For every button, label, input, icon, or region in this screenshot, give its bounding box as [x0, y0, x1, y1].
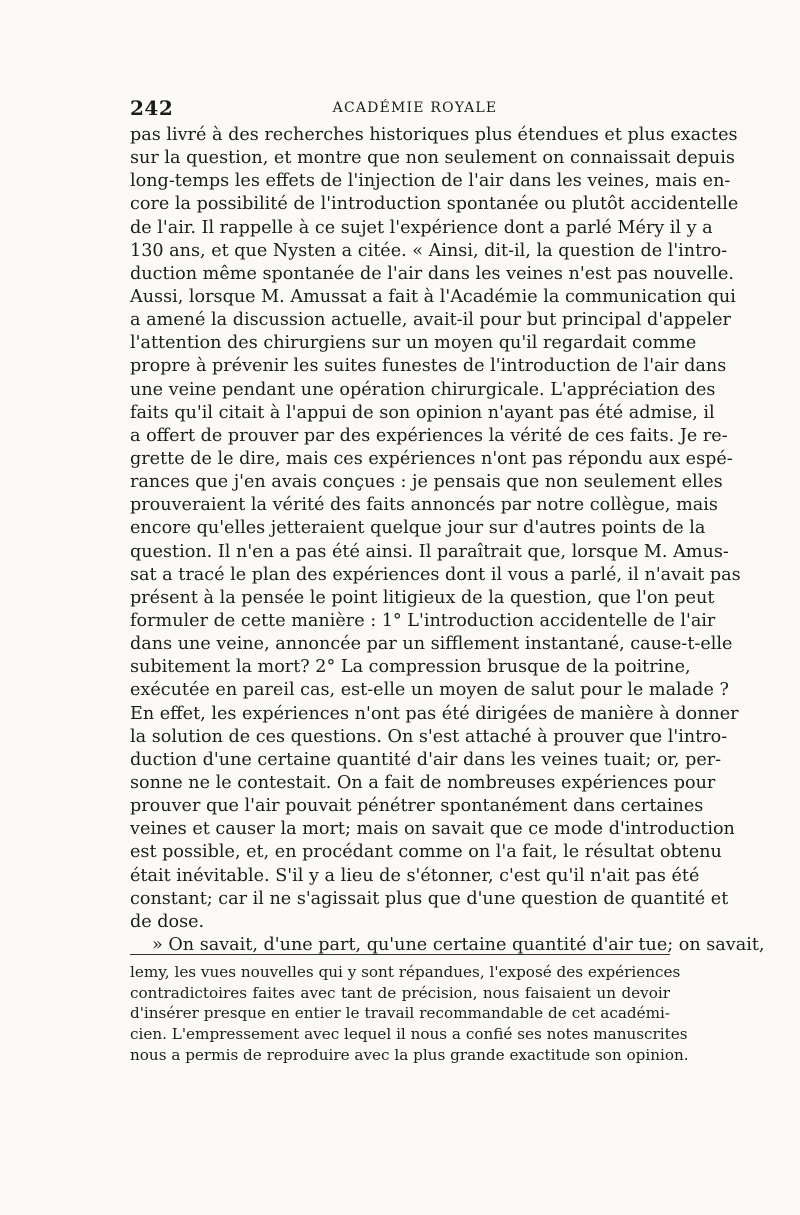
text-line: présent à la pensée le point litigieux de la question, que l'on peut: [130, 587, 715, 608]
text-line: duction d'une certaine quantité d'air dans les veines tuait; or, per-: [130, 749, 722, 770]
text-line: Aussi, lorsque M. Amussat a fait à l'Académie la communication qui: [130, 286, 736, 307]
text-line: dans une veine, annoncée par un sifflement instantané, cause-t-elle: [130, 634, 733, 655]
text-line: long-temps les effets de l'injection de l'air dans les veines, mais en-: [130, 171, 731, 192]
text-line: subitement la mort? 2° La compression brusque de la poitrine,: [130, 657, 691, 678]
text-line: propre à prévenir les suites funestes de l'introduction de l'air dans: [130, 356, 727, 377]
footnote-line: nous a permis de reproduire avec la plus grande exactitude son opinion.: [130, 1045, 689, 1064]
text-line: sonne ne le contestait. On a fait de nombreuses expériences pour: [130, 772, 716, 793]
text-line: la solution de ces questions. On s'est attaché à prouver que l'intro-: [130, 726, 728, 747]
footnote-line: d'insérer presque en entier le travail recommandable de cet académi-: [130, 1004, 670, 1023]
text-line: duction même spontanée de l'air dans les veines n'est pas nouvelle.: [130, 263, 735, 284]
footnote-divider: [130, 954, 670, 955]
text-line: question. Il n'en a pas été ainsi. Il paraîtrait que, lorsque M. Amus-: [130, 541, 729, 562]
main-text: [130, 124, 765, 957]
text-line: En effet, les expériences n'ont pas été dirigées de manière à donner: [130, 703, 739, 724]
page-header: [130, 96, 670, 124]
text-line: prouver que l'air pouvait pénétrer spontanément dans certaines: [130, 796, 704, 817]
text-line: grette de le dire, mais ces expériences n'ont pas répondu aux espé-: [130, 448, 733, 469]
footnote-line: lemy, les vues nouvelles qui y sont répandues, l'exposé des expériences: [130, 963, 681, 981]
paragraph-end-line: de dose.: [130, 911, 205, 932]
running-head: ACADÉMIE ROYALE: [332, 100, 498, 116]
text-line: exécutée en pareil cas, est-elle un moyen de salut pour le malade ?: [130, 680, 729, 701]
text-line: sur la question, et montre que non seulement on connaissait depuis: [130, 148, 735, 169]
text-line: l'attention des chirurgiens sur un moyen qu'il regardait comme: [130, 333, 697, 354]
text-line: sat a tracé le plan des expériences dont il vous a parlé, il n'avait pas: [130, 564, 741, 585]
text-line: encore qu'elles jetteraient quelque jour sur d'autres points de la: [130, 518, 706, 539]
text-line: rances que j'en avais conçues : je pensais que non seulement elles: [130, 472, 723, 493]
text-line: veines et causer la mort; mais on savait que ce mode d'introduction: [130, 819, 735, 840]
text-line: a offert de prouver par des expériences la vérité de ces faits. Je re-: [130, 425, 728, 446]
text-line: une veine pendant une opération chirurgicale. L'appréciation des: [130, 379, 716, 400]
text-line: pas livré à des recherches historiques plus étendues et plus exactes: [130, 125, 738, 145]
text-line: faits qu'il citait à l'appui de son opinion n'ayant pas été admise, il: [130, 402, 715, 423]
text-line: prouveraient la vérité des faits annoncés par notre collègue, mais: [130, 495, 718, 516]
footnote-line: cien. L'empressement avec lequel il nous a confié ses notes manuscrites: [130, 1025, 688, 1044]
text-line: a amené la discussion actuelle, avait-il pour but principal d'appeler: [130, 310, 731, 331]
text-line: formuler de cette manière : 1° L'introduction accidentelle de l'air: [130, 610, 716, 631]
text-line: est possible, et, en procédant comme on l'a fait, le résultat obtenu: [130, 842, 722, 863]
text-line: constant; car il ne s'agissait plus que d'une question de quantité et: [130, 888, 729, 909]
text-line: 130 ans, et que Nysten a citée. « Ainsi, dit-il, la question de l'intro-: [130, 240, 728, 261]
footnote: [130, 962, 689, 1065]
text-line: était inévitable. S'il y a lieu de s'étonner, c'est qu'il n'ait pas été: [130, 865, 700, 886]
paragraph-start-line: » On savait, d'une part, qu'une certaine quantité d'air tue; on savait,: [152, 934, 765, 955]
page-number: 242: [130, 96, 174, 120]
text-line: de l'air. Il rappelle à ce sujet l'expérience dont a parlé Méry il y a: [130, 217, 713, 238]
footnote-line: contradictoires faites avec tant de précision, nous faisaient un devoir: [130, 983, 670, 1002]
text-line: core la possibilité de l'introduction spontanée ou plutôt accidentelle: [130, 194, 739, 215]
